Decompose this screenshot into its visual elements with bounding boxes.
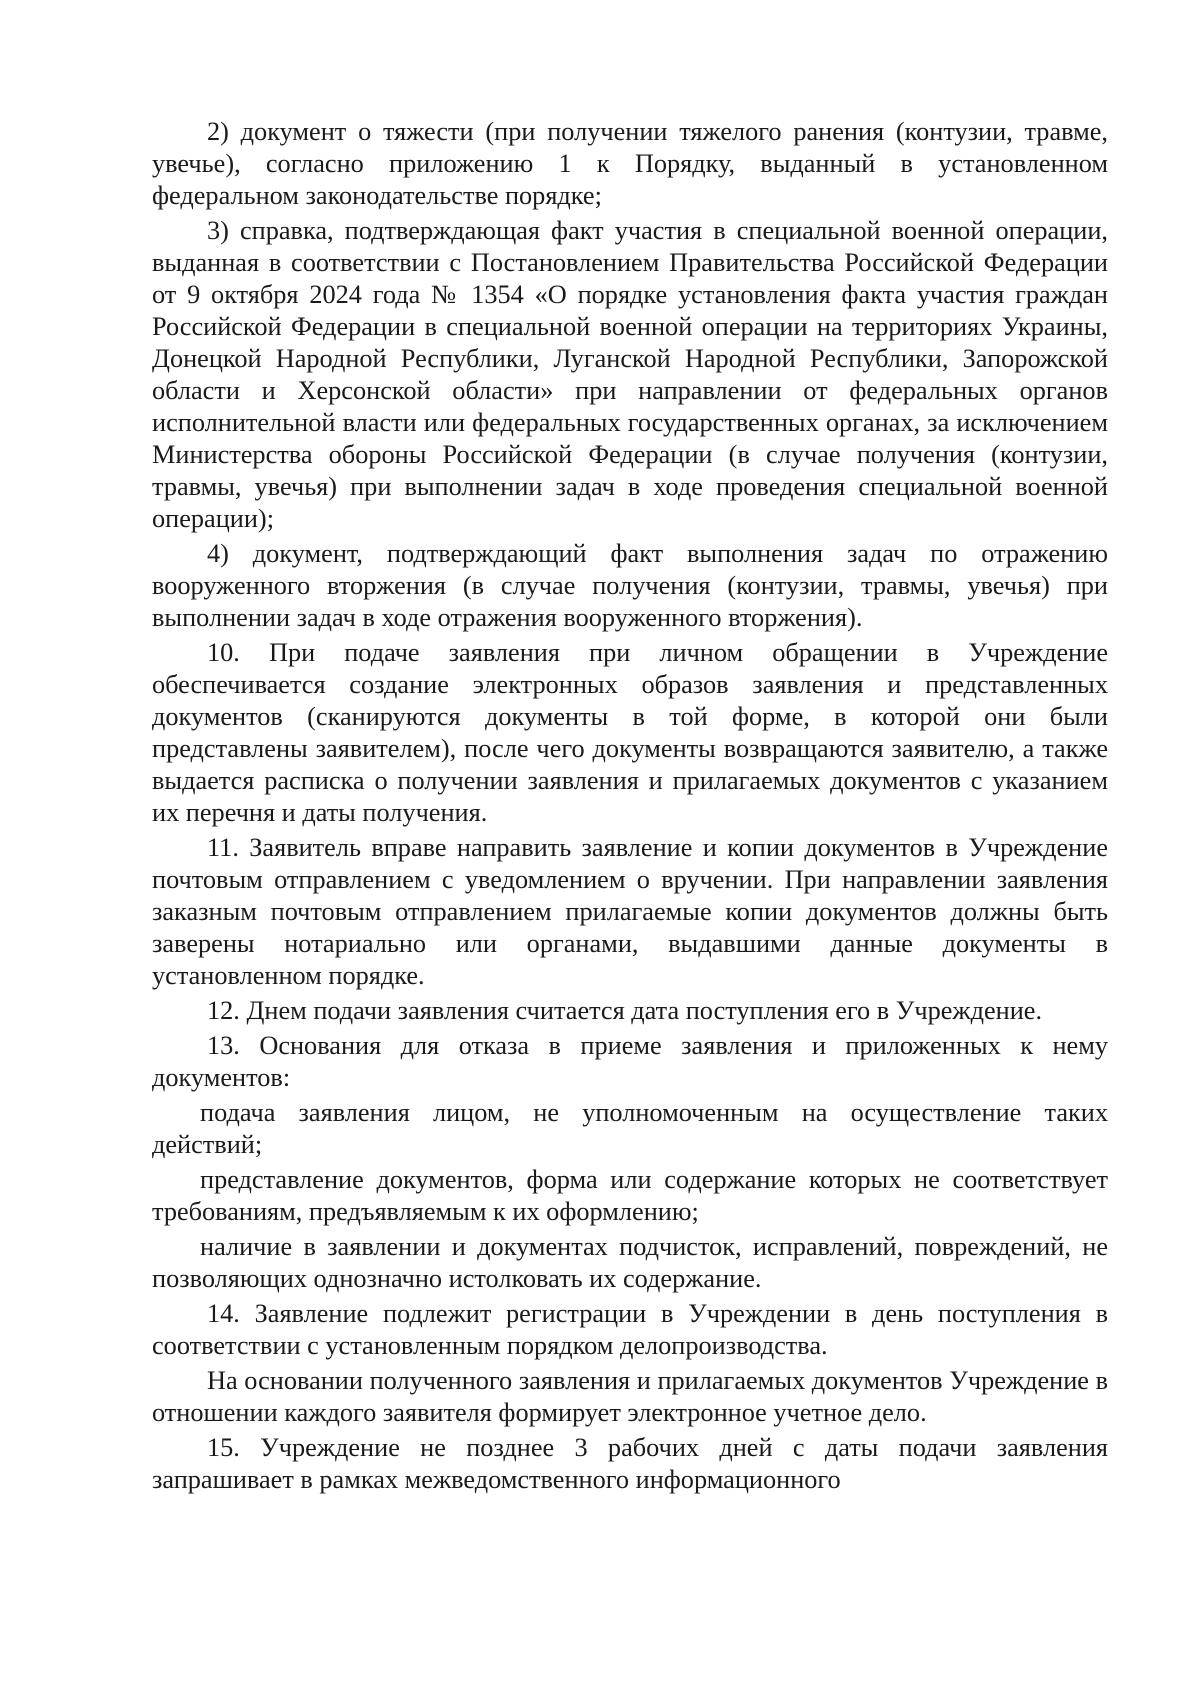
paragraph-item-4: 4) документ, подтверждающий факт выполнения задач по отражению вооруженного вторжения (в случае получения (контузии, травмы, увечья) при выполнении задач в ходе отражения вооруженного вторжения). <box>152 539 1108 632</box>
refusal-reason-3: наличие в заявлении и документах подчисток, исправлений, повреждений, не позволяющих однозначно истолковать их содержание. <box>152 1232 1108 1293</box>
paragraph-13: 13. Основания для отказа в приеме заявления и приложенных к нему документов: <box>152 1031 1108 1092</box>
paragraph-14: 14. Заявление подлежит регистрации в Учреждении в день поступления в соответствии с установленным порядком делопроизводства. <box>152 1299 1108 1360</box>
document-body <box>152 116 1108 1499</box>
paragraph-item-2: 2) документ о тяжести (при получении тяжелого ранения (контузии, травме, увечье), согласно приложению 1 к Порядку, выданный в установленном федеральном законодательстве порядке; <box>152 117 1108 210</box>
refusal-reason-1: подача заявления лицом, не уполномоченным на осуществление таких действий; <box>152 1098 1108 1159</box>
paragraph-item-3: 3) справка, подтверждающая факт участия в специальной военной операции, выданная в соответствии с Постановлением Правительства Российской Федерации от 9 октября 2024 года № 1354 «О порядке установления факта участия граждан Российской Федерации в специальной военной операции на территориях Украины, Донецкой Народной Республики, Луганской Народной Республики, Запорожской области и Херсонской области» при направлении от федеральных органов исполнительной власти или федеральных государственных органах, за исключением Министерства обороны Российской Федерации (в случае получения (контузии, травмы, увечья) при выполнении задач в ходе проведения специальной военной операции); <box>152 216 1108 533</box>
paragraph-14-continued: На основании полученного заявления и прилагаемых документов Учреждение в отношении каждого заявителя формирует электронное учетное дело. <box>152 1366 1108 1427</box>
paragraph-11: 11. Заявитель вправе направить заявление и копии документов в Учреждение почтовым отправлением с уведомлением о вручении. При направлении заявления заказным почтовым отправлением прилагаемые копии документов должны быть заверены нотариально или органами, выдавшими данные документы в установленном порядке. <box>152 833 1108 990</box>
paragraph-10: 10. При подаче заявления при личном обращении в Учреждение обеспечивается создание электронных образов заявления и представленных документов (сканируются документы в той форме, в которой они были представлены заявителем), после чего документы возвращаются заявителю, а также выдается расписка о получении заявления и прилагаемых документов с указанием их перечня и даты получения. <box>152 638 1108 827</box>
refusal-reason-2: представление документов, форма или содержание которых не соответствует требованиям, предъявляемым к их оформлению; <box>152 1165 1108 1226</box>
paragraph-15: 15. Учреждение не позднее 3 рабочих дней с даты подачи заявления запрашивает в рамках межведомственного информационного <box>152 1433 1108 1494</box>
paragraph-12: 12. Днем подачи заявления считается дата поступления его в Учреждение. <box>207 996 1043 1025</box>
